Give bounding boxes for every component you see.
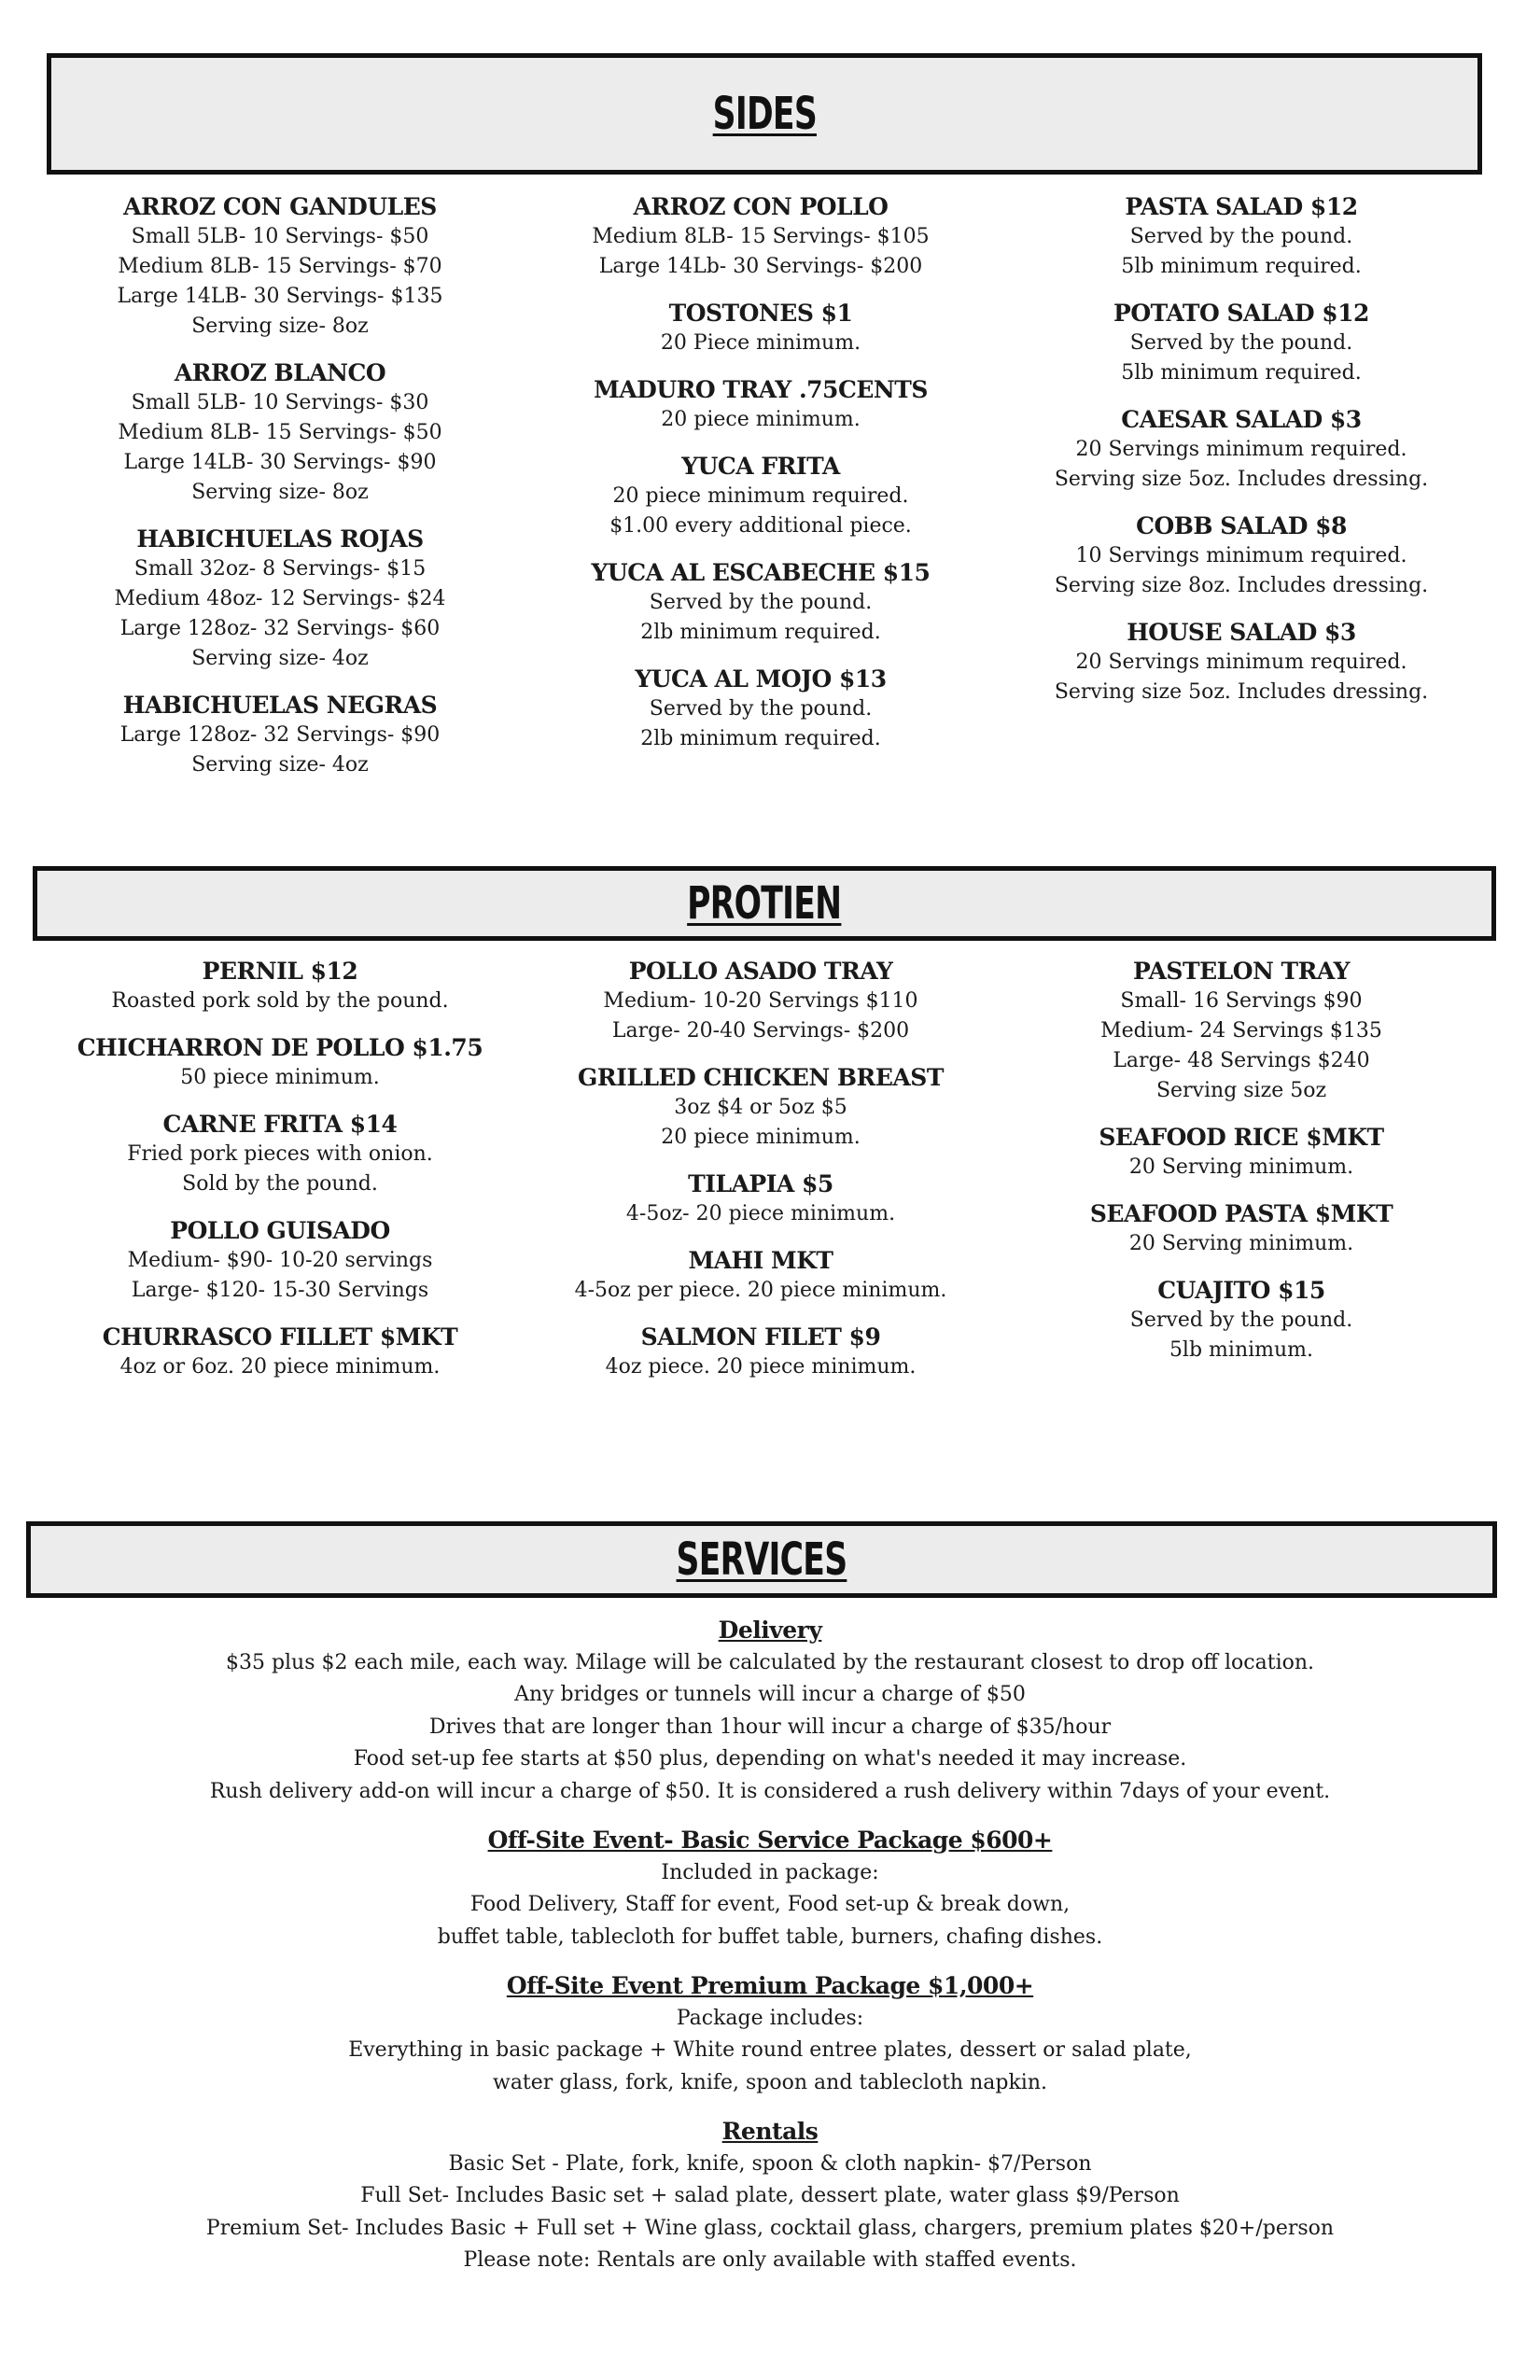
- service-detail: Rush delivery add-on will incur a charge of $50. It is considered a rush delivery within 7days of your event.: [209, 1779, 1331, 1803]
- menu-item-name: CARNE FRITA $14: [162, 1111, 398, 1138]
- service-detail: Package includes:: [676, 2006, 864, 2030]
- menu-item: [999, 1123, 1484, 1183]
- sides-column-3: [999, 192, 1484, 724]
- menu-item-detail: Medium 48oz- 12 Servings- $24: [114, 587, 446, 610]
- menu-item-detail: Served by the pound.: [649, 697, 873, 721]
- protein-column-1: [37, 957, 523, 1399]
- menu-item-name: HOUSE SALAD $3: [1127, 619, 1356, 646]
- menu-item-name: MADURO TRAY .75CENTS: [594, 376, 928, 403]
- menu-item-detail: Small 5LB- 10 Servings- $30: [131, 391, 429, 414]
- menu-item: [518, 192, 1003, 282]
- menu-item-detail: Small 32oz- 8 Servings- $15: [133, 557, 427, 581]
- menu-item-detail: Served by the pound.: [1129, 1309, 1353, 1332]
- menu-item: [999, 511, 1484, 601]
- menu-item-detail: Serving size 5oz. Includes dressing.: [1054, 468, 1429, 491]
- menu-item-detail: 3oz $4 or 5oz $5: [674, 1096, 847, 1119]
- menu-item-name: CHICHARRON DE POLLO $1.75: [77, 1034, 483, 1061]
- service-detail: Included in package:: [661, 1860, 879, 1884]
- menu-item-name: ARROZ CON POLLO: [633, 193, 889, 220]
- menu-item-detail: Large 14LB- 30 Servings- $135: [117, 285, 443, 308]
- menu-item-detail: Serving size- 8oz: [191, 315, 369, 338]
- menu-item: [518, 1246, 1003, 1306]
- menu-item-detail: Large- 20-40 Servings- $200: [611, 1019, 910, 1043]
- menu-item: [999, 299, 1484, 388]
- menu-item-detail: 4oz piece. 20 piece minimum.: [605, 1355, 917, 1379]
- menu-item-detail: 5lb minimum required.: [1121, 255, 1362, 278]
- service-detail: Basic Set - Plate, fork, knife, spoon & cloth napkin- $7/Person: [448, 2151, 1092, 2176]
- service-detail: buffet table, tablecloth for buffet table, burners, chafing dishes.: [437, 1925, 1103, 1949]
- menu-item-name: MAHI MKT: [688, 1247, 833, 1274]
- protein-title: PROTIEN: [687, 877, 842, 930]
- menu-item-detail: Medium- $90- 10-20 servings: [127, 1249, 433, 1272]
- service-detail: Food set-up fee starts at $50 plus, depending on what's needed it may increase.: [353, 1747, 1187, 1771]
- menu-item-detail: Served by the pound.: [1129, 225, 1353, 248]
- menu-item-detail: 20 piece minimum required.: [612, 484, 909, 508]
- menu-item: [518, 1063, 1003, 1153]
- services-header: [26, 1521, 1497, 1598]
- menu-item-detail: Serving size 5oz: [1155, 1079, 1327, 1102]
- menu-item-detail: Large 14LB- 30 Servings- $90: [123, 451, 437, 474]
- service-block: [23, 2116, 1517, 2277]
- service-title: Rentals: [721, 2118, 819, 2145]
- service-block: [23, 1825, 1517, 1953]
- menu-item-detail: Large- 48 Servings $240: [1113, 1049, 1370, 1072]
- menu-item-name: TOSTONES $1: [668, 300, 853, 327]
- menu-item: [518, 375, 1003, 435]
- service-detail: Full Set- Includes Basic set + salad plate, dessert plate, water glass $9/Person: [360, 2184, 1180, 2207]
- menu-item-name: GRILLED CHICKEN BREAST: [578, 1064, 944, 1091]
- menu-item-name: ARROZ BLANCO: [174, 359, 386, 386]
- sides-column-2: [518, 192, 1003, 771]
- menu-item: [518, 558, 1003, 648]
- service-detail: Any bridges or tunnels will incur a charge of $50: [514, 1683, 1026, 1706]
- menu-item-detail: 20 Serving minimum.: [1128, 1232, 1354, 1255]
- service-title: Off-Site Event Premium Package $1,000+: [506, 1972, 1034, 1999]
- menu-item: [518, 1169, 1003, 1229]
- menu-item-detail: 4oz or 6oz. 20 piece minimum.: [119, 1355, 441, 1379]
- protein-column-3: [999, 957, 1484, 1382]
- menu-item: [518, 299, 1003, 358]
- menu-item-detail: Medium- 10-20 Servings $110: [603, 989, 918, 1013]
- menu-item-name: POLLO ASADO TRAY: [628, 958, 893, 985]
- menu-item-detail: Fried pork pieces with onion.: [127, 1142, 433, 1166]
- menu-item-detail: Medium- 24 Servings $135: [1100, 1019, 1382, 1043]
- menu-item-detail: 2lb minimum required.: [640, 727, 881, 750]
- protein-header: [33, 866, 1496, 941]
- menu-item-name: CAESAR SALAD $3: [1121, 406, 1362, 433]
- protein-column-2: [518, 957, 1003, 1399]
- menu-item-name: POTATO SALAD $12: [1113, 300, 1369, 327]
- menu-item-detail: 20 Servings minimum required.: [1075, 438, 1407, 461]
- menu-item-detail: Medium 8LB- 15 Servings- $50: [118, 421, 442, 444]
- service-detail: $35 plus $2 each mile, each way. Milage will be calculated by the restaurant closest to drop off location.: [225, 1650, 1315, 1674]
- service-block: [23, 1970, 1517, 2099]
- menu-item-detail: 2lb minimum required.: [640, 621, 881, 644]
- menu-item-detail: 4-5oz per piece. 20 piece minimum.: [574, 1279, 947, 1302]
- menu-item: [518, 665, 1003, 754]
- menu-item: [999, 1276, 1484, 1365]
- sides-column-1: [37, 192, 523, 797]
- menu-item-detail: 4-5oz- 20 piece minimum.: [625, 1202, 896, 1225]
- menu-item: [518, 452, 1003, 541]
- menu-item-detail: 20 Piece minimum.: [660, 331, 861, 355]
- menu-item-detail: Small 5LB- 10 Servings- $50: [131, 225, 429, 248]
- menu-item-detail: 20 Serving minimum.: [1128, 1155, 1354, 1179]
- menu-item-detail: Serving size- 4oz: [191, 647, 369, 670]
- service-detail: Food Delivery, Staff for event, Food set-up & break down,: [469, 1893, 1071, 1916]
- menu-item-detail: Sold by the pound.: [182, 1172, 378, 1196]
- menu-item: [37, 691, 523, 780]
- menu-item: [999, 1199, 1484, 1259]
- menu-item-detail: 5lb minimum required.: [1121, 361, 1362, 385]
- menu-item-detail: Large- $120- 15-30 Servings: [131, 1279, 429, 1302]
- menu-item: [518, 957, 1003, 1046]
- menu-item: [37, 1110, 523, 1199]
- services-title: SERVICES: [676, 1533, 847, 1586]
- service-detail: Drives that are longer than 1hour will incur a charge of $35/hour: [428, 1715, 1112, 1739]
- menu-item-detail: Served by the pound.: [649, 591, 873, 614]
- menu-item-detail: 20 piece minimum.: [661, 1126, 861, 1149]
- service-detail: Everything in basic package + White round entree plates, dessert or salad plate,: [348, 2038, 1192, 2062]
- menu-item-name: YUCA AL ESCABECHE $15: [591, 559, 931, 586]
- service-title: Delivery: [718, 1617, 822, 1644]
- services-body: [23, 1615, 1517, 2294]
- menu-item-detail: 50 piece minimum.: [180, 1066, 380, 1089]
- menu-item-name: SEAFOOD PASTA $MKT: [1089, 1200, 1393, 1227]
- service-block: [23, 1615, 1517, 1808]
- menu-item-name: ARROZ CON GANDULES: [123, 193, 437, 220]
- menu-item-detail: Small- 16 Servings $90: [1120, 989, 1363, 1013]
- menu-item-detail: 5lb minimum.: [1169, 1338, 1314, 1362]
- menu-item-detail: Served by the pound.: [1129, 331, 1353, 355]
- menu-item-name: YUCA AL MOJO $13: [635, 665, 887, 693]
- menu-item: [37, 1323, 523, 1382]
- menu-item-detail: Serving size 5oz. Includes dressing.: [1054, 680, 1429, 704]
- menu-item-detail: $1.00 every additional piece.: [609, 514, 912, 538]
- menu-item-name: HABICHUELAS NEGRAS: [122, 692, 438, 719]
- menu-item: [518, 1323, 1003, 1382]
- menu-item-detail: Medium 8LB- 15 Servings- $70: [118, 255, 442, 278]
- menu-item: [999, 405, 1484, 495]
- menu-item-name: CHURRASCO FILLET $MKT: [102, 1323, 458, 1351]
- menu-item-detail: 10 Servings minimum required.: [1075, 544, 1407, 567]
- menu-item-name: PASTA SALAD $12: [1125, 193, 1358, 220]
- menu-item-name: SALMON FILET $9: [640, 1323, 881, 1351]
- menu-item-detail: Serving size- 4oz: [191, 753, 369, 777]
- service-detail: Please note: Rentals are only available with staffed events.: [463, 2248, 1077, 2272]
- menu-item: [37, 192, 523, 342]
- menu-item-name: PASTELON TRAY: [1133, 958, 1350, 985]
- service-detail: water glass, fork, knife, spoon and tablecloth napkin.: [492, 2070, 1047, 2094]
- menu-item-name: PERNIL $12: [202, 958, 358, 985]
- menu-item-name: CUAJITO $15: [1157, 1277, 1325, 1304]
- menu-item-name: TILAPIA $5: [688, 1170, 833, 1197]
- menu-item-detail: Roasted pork sold by the pound.: [111, 989, 449, 1013]
- menu-item-detail: Serving size- 8oz: [191, 481, 369, 504]
- menu-item-name: HABICHUELAS ROJAS: [136, 525, 424, 553]
- sides-header: [47, 53, 1482, 175]
- menu-item: [999, 957, 1484, 1106]
- menu-item-name: SEAFOOD RICE $MKT: [1099, 1124, 1384, 1151]
- menu-item-name: COBB SALAD $8: [1136, 512, 1347, 539]
- menu-item: [999, 618, 1484, 707]
- menu-item-name: YUCA FRITA: [681, 453, 840, 480]
- menu-item: [37, 525, 523, 674]
- menu-item-detail: Large 14Lb- 30 Servings- $200: [598, 255, 923, 278]
- menu-item-name: POLLO GUISADO: [170, 1217, 390, 1244]
- menu-item-detail: Serving size 8oz. Includes dressing.: [1054, 574, 1429, 597]
- menu-item-detail: Medium 8LB- 15 Servings- $105: [592, 225, 930, 248]
- menu-item: [37, 957, 523, 1016]
- menu-item: [37, 358, 523, 508]
- service-title: Off-Site Event- Basic Service Package $600+: [487, 1827, 1053, 1854]
- menu-item: [37, 1033, 523, 1093]
- menu-item-detail: Large 128oz- 32 Servings- $60: [119, 617, 441, 640]
- menu-item-detail: 20 piece minimum.: [661, 408, 861, 431]
- service-detail: Premium Set- Includes Basic + Full set + Wine glass, cocktail glass, chargers, premium plates $20+/person: [205, 2216, 1335, 2240]
- menu-item-detail: 20 Servings minimum required.: [1075, 651, 1407, 674]
- menu-item-detail: Large 128oz- 32 Servings- $90: [119, 723, 441, 747]
- menu-item: [37, 1216, 523, 1306]
- menu-item: [999, 192, 1484, 282]
- sides-title: SIDES: [712, 88, 817, 140]
